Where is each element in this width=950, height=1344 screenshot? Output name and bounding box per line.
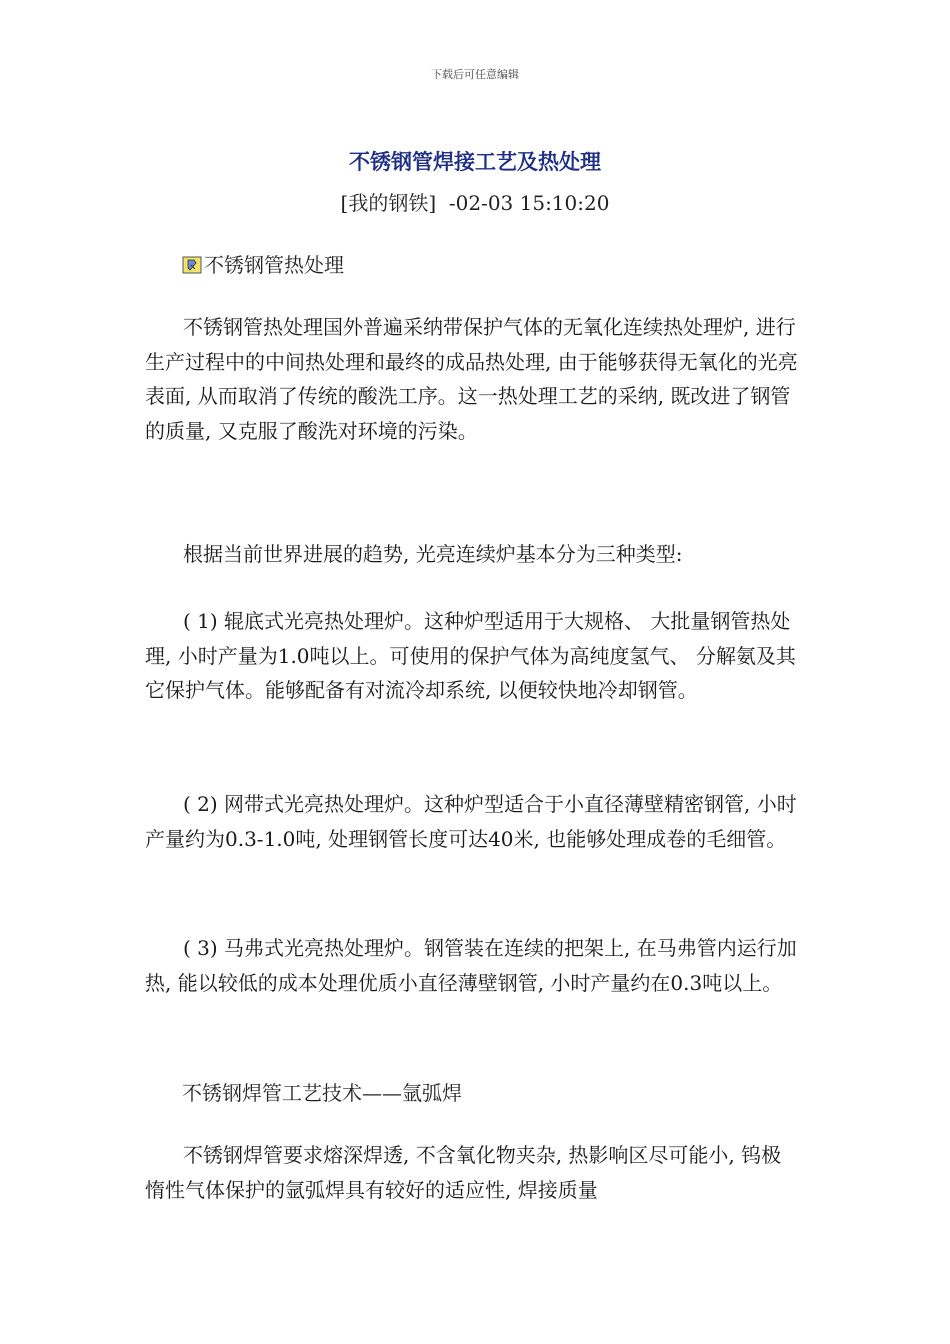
page-title: 不锈钢管焊接工艺及热处理 [349, 150, 601, 174]
header-note: 下载后可任意编辑 [431, 68, 519, 81]
paragraph-furnace-types: 根据当前世界进展的趋势, 光亮连续炉基本分为三种类型: [183, 542, 683, 566]
paragraph-intro: 不锈钢管热处理国外普遍采纳带保护气体的无氧化连续热处理炉, 进行生产过程中的中间热处理和最终的成品热处理, 由于能够获得无氧化的光亮表面, 从而取消了传统的酸洗工序。这一热处理工艺的采纳, 既改进了钢管的质量, 又克服了酸洗对环境的污染。 [145, 315, 798, 443]
paragraph-muffle-furnace: ( 3) 马弗式光亮热处理炉。钢管装在连续的把架上, 在马弗管内运行加热, 能以较低的成本处理优质小直径薄壁钢管, 小时产量约在0.3吨以上。 [145, 936, 797, 995]
section-heading-text: 不锈钢焊管工艺技术——氩弧焊 [182, 1081, 462, 1105]
article-meta: [我的钢铁] -02-03 15:10:20 [340, 191, 610, 215]
section-heading-argon-arc [182, 1077, 462, 1106]
section-heading-text: 不锈钢管热处理 [204, 253, 344, 277]
paragraph-roller-furnace: ( 1) 辊底式光亮热处理炉。这种炉型适用于大规格、 大批量钢管热处理, 小时产量为1.0吨以上。可使用的保护气体为高纯度氢气、 分解氨及其它保护气体。能够配备有对流冷却系统, 以便较快地冷却钢管。 [145, 609, 796, 702]
paragraph-mesh-belt-furnace: ( 2) 网带式光亮热处理炉。这种炉型适合于小直径薄壁精密钢管, 小时产量约为0.3-1.0吨, 处理钢管长度可达40米, 也能够处理成卷的毛细管。 [145, 792, 797, 851]
paragraph-argon-arc-welding: 不锈钢焊管要求熔深焊透, 不含氧化物夹杂, 热影响区尽可能小, 钨极惰性气体保护的氩弧焊具有较好的适应性, 焊接质量 [145, 1143, 782, 1202]
section-heading-heat-treatment [182, 249, 344, 278]
document-icon [182, 255, 202, 273]
